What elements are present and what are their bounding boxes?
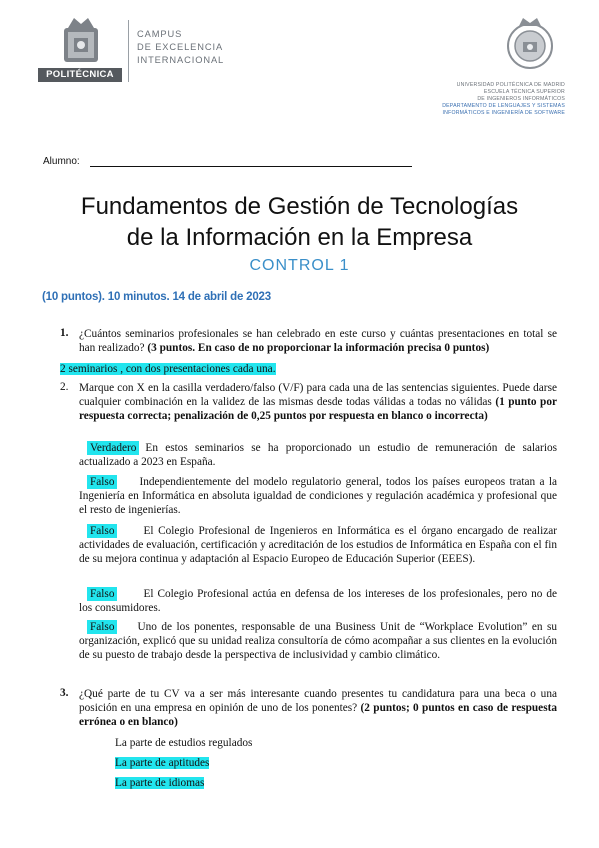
q2-item-4-answer[interactable]: Falso <box>87 587 117 601</box>
upm-logo <box>38 16 228 88</box>
logo-divider <box>128 20 129 82</box>
q3-option-1[interactable]: La parte de estudios regulados <box>115 737 253 749</box>
q2-item-1-answer[interactable]: Verdadero <box>87 441 139 455</box>
q2-item-2-answer[interactable]: Falso <box>87 475 117 489</box>
q3-option-2[interactable]: La parte de aptitudes <box>115 757 210 769</box>
etsi-text: UNIVERSIDAD POLITÉCNICA DE MADRID ESCUELA TÉCNICA SUPERIOR DE INGENIEROS INFORMÁTICOS DEPARTAMENTO DE LENGUAJES Y SISTEMAS INFORMÁTICOS E INGENIERÍA DE SOFTWARE <box>442 82 565 116</box>
q2-item-3-answer[interactable]: Falso <box>87 524 117 538</box>
q2-item-2: Falso Independientemente del modelo regulatorio general, todos los países europeos tratan a la Ingeniería en Informática en absoluta igualdad de condiciones y regulación académica y profesional que el resto de ingenierías. <box>79 476 557 516</box>
page-title-line1: Fundamentos de Gestión de Tecnologías <box>80 193 519 220</box>
q2-item-5: Falso Uno de los ponentes, responsable de una Business Unit de “Workplace Evolution” en su organización, explicó que su unidad realiza consultoría de cómo acompañar a sus clientes en la evolución de su puesto de trabajo desde la perspectiva de inclusividad y cambio climático. <box>79 621 557 661</box>
seal-icon <box>505 16 555 72</box>
etsi-logo <box>365 16 565 136</box>
q2-text: Marque con X en la casilla verdadero/falso (V/F) para cada una de las sentencias siguientes. Puede darse cualquier combinación en la validez de las mismas desde todas válidas a todas no válidas (1 punto por respuesta correcta; penalización de 0,25 puntos por respuesta en blanco o incorrecta) <box>79 382 558 422</box>
politecnica-label: POLITÉCNICA <box>38 68 122 82</box>
page-subtitle: CONTROL 1 <box>249 257 350 274</box>
q2-item-1: Verdadero En estos seminarios se ha proporcionado un estudio de remuneración de salarios actualizado a 2023 en España. <box>79 442 557 468</box>
q2-item-4: Falso El Colegio Profesional actúa en defensa de los intereses de los profesionales, pero no de los consumidores. <box>79 588 557 614</box>
q1-text: ¿Cuántos seminarios profesionales se han celebrado en este curso y cuántas presentaciones en total se han realizado? (3 puntos. En caso de no proporcionar la información precisa 0 puntos) <box>79 328 557 354</box>
crest-icon <box>60 16 102 66</box>
q2-item-3: Falso El Colegio Profesional de Ingenieros en Informática es el órgano encargado de realizar actividades de evaluación, certificación y acreditación de los estudios de Informática en España con el fin de su mejora continua y adaptación al Espacio Europeo de Educación Superior (EEES). <box>79 525 557 565</box>
q1-number: 1. <box>60 327 69 339</box>
q3-option-3[interactable]: La parte de idiomas <box>115 777 205 789</box>
q2-item-5-answer[interactable]: Falso <box>87 620 117 634</box>
q3-number: 3. <box>60 687 69 699</box>
q2-number: 2. <box>60 381 69 393</box>
page-title-line2: de la Información en la Empresa <box>126 224 473 251</box>
student-name-line[interactable] <box>90 166 412 167</box>
q1-answer[interactable]: 2 seminarios , con dos presentaciones cada una. <box>60 363 276 375</box>
q3-text: ¿Qué parte de tu CV va a ser más interesante cuando presentes tu candidatura para una beca o una posición en una empresa en opinión de uno de los ponentes? (2 puntos; 0 puntos en caso de respuesta errónea o en blanco) <box>79 688 558 728</box>
student-label: Alumno: <box>43 156 80 167</box>
exam-meta: (10 puntos). 10 minutos. 14 de abril de 2023 <box>42 291 271 303</box>
campus-text: CAMPUS DE EXCELENCIA INTERNACIONAL <box>137 29 225 65</box>
